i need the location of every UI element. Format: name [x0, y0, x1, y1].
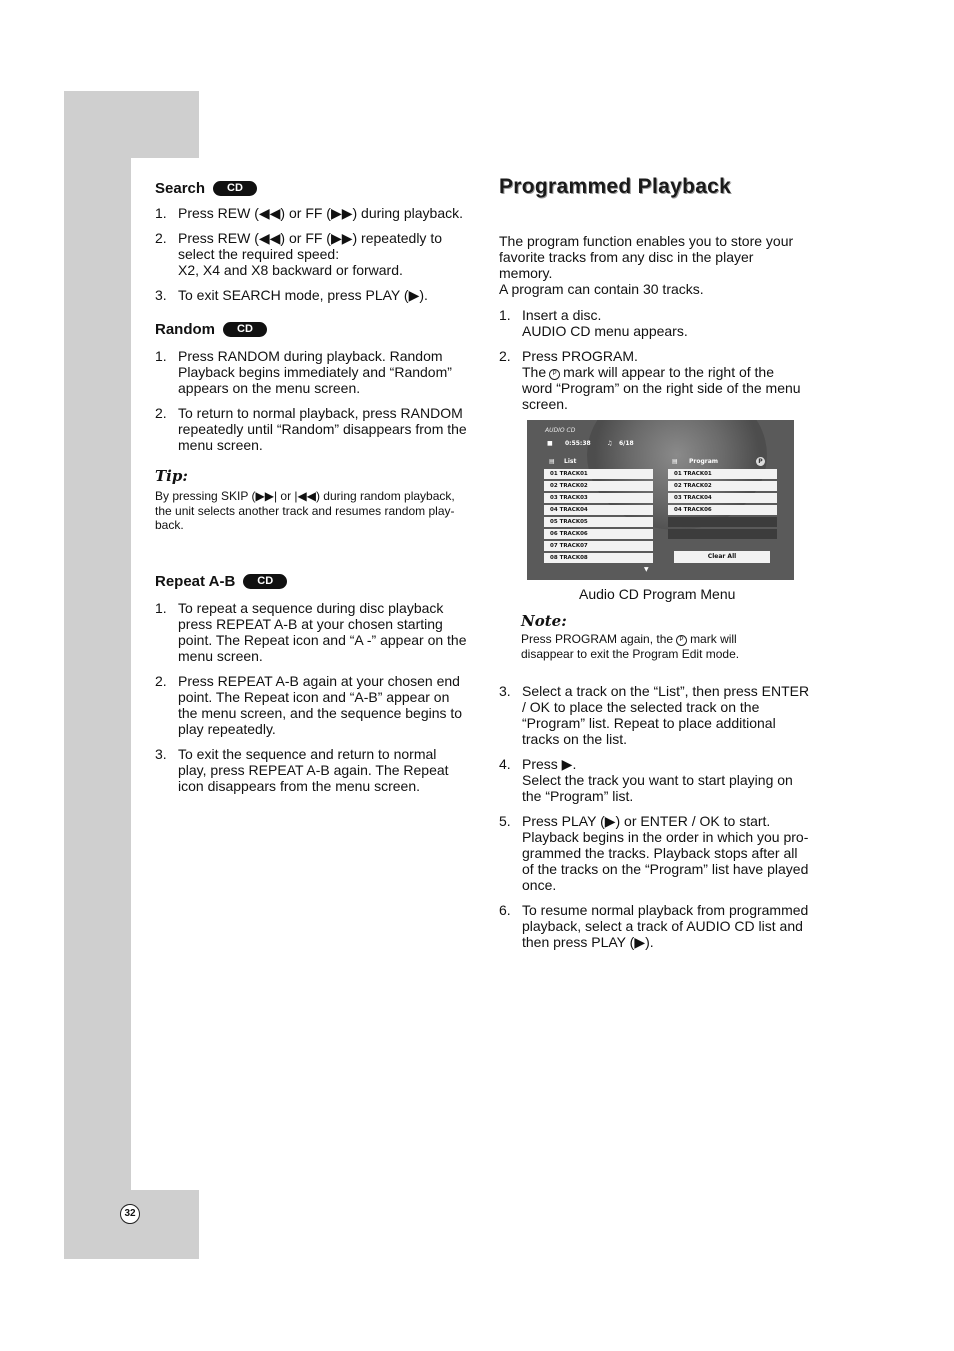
program-row[interactable]: 02 TRACK02 — [668, 481, 777, 491]
intro-text: The program function enables you to store your favorite tracks from any disc in the player memory. A program can contain 30 tracks. — [499, 233, 794, 297]
program-row[interactable]: 01 TRACK01 — [668, 469, 777, 479]
program-steps-b — [499, 683, 824, 950]
list-item: 6. To resume normal playback from programmed playback, select a track of AUDIO CD list and then press PLAY (▶). — [499, 902, 809, 950]
list-item: 2. To return to normal playback, press RANDOM repeatedly until “Random” disappears from the menu screen. — [155, 405, 467, 453]
list-icon: ▤ — [549, 458, 555, 465]
stop-icon: ■ — [547, 440, 553, 447]
list-row[interactable]: 06 TRACK06 — [544, 529, 653, 539]
scroll-down-icon[interactable]: ▼ — [644, 566, 649, 573]
cd-badge: CD — [213, 181, 257, 196]
track-count: 6/18 — [619, 440, 634, 447]
program-empty-slot — [668, 529, 777, 539]
image-caption: Audio CD Program Menu — [579, 586, 736, 602]
list-item: 5. Press PLAY (▶) or ENTER / OK to start. Playback begins in the order in which you pro- grammed the tracks. Playback stops after all of the tracks on the “Program” list have played once. — [499, 813, 809, 893]
right-column — [499, 175, 824, 421]
program-row[interactable]: 04 TRACK06 — [668, 505, 777, 515]
right-column-lower — [499, 683, 824, 959]
tip-text: By pressing SKIP (▶▶| or |◀◀) during random playback, the unit selects another track and resumes random play- back. — [155, 489, 455, 532]
music-note-icon: ♫ — [607, 440, 613, 447]
list-item: 1. Press REW (◀◀) or FF (▶▶) during playback. — [155, 205, 464, 221]
note-block — [521, 612, 821, 661]
margin-tab-bottom — [64, 1190, 199, 1259]
list-row[interactable]: 01 TRACK01 — [544, 469, 653, 479]
clear-all-button[interactable]: Clear All — [674, 551, 770, 563]
note-title: Note: — [521, 612, 567, 630]
list-item: 1. To repeat a sequence during disc playback press REPEAT A-B at your chosen starting point. The Repeat icon and “A -” appear on the menu screen. — [155, 599, 467, 664]
list-item: 3. To exit the sequence and return to normal play, press REPEAT A-B again. The Repeat icon disappears from the menu screen. — [155, 745, 449, 794]
program-icon: ▤ — [672, 458, 678, 465]
program-mark-icon: P — [549, 369, 560, 380]
list-label: List — [564, 458, 577, 465]
elapsed-time: 0:55:38 — [565, 440, 591, 447]
repeat-steps — [155, 600, 480, 794]
margin-tab-top — [64, 91, 199, 158]
program-empty-slot — [668, 517, 777, 527]
program-row[interactable]: 03 TRACK04 — [668, 493, 777, 503]
cd-badge: CD — [223, 322, 267, 337]
list-item: 2. Press REPEAT A-B again at your chosen end point. The Repeat icon and “A-B” appear on the menu screen, and the sequence begins to play repeatedly. — [155, 672, 463, 737]
list-row[interactable]: 04 TRACK04 — [544, 505, 653, 515]
list-row[interactable]: 03 TRACK03 — [544, 493, 653, 503]
program-mark-icon: P — [756, 457, 765, 466]
list-row[interactable]: 07 TRACK07 — [544, 541, 653, 551]
section-title: Programmed Playback — [499, 175, 732, 198]
random-heading — [155, 321, 480, 338]
list-item: 1. Press RANDOM during playback. Random Playback begins immediately and “Random” appears on the menu screen. — [155, 348, 452, 396]
list-row[interactable]: 05 TRACK05 — [544, 517, 653, 527]
program-label: Program — [689, 458, 719, 465]
search-steps — [155, 205, 480, 303]
list-item: 2. Press REW (◀◀) or FF (▶▶) repeatedly to select the required speed: X2, X4 and X8 backward or forward. — [155, 230, 442, 278]
list-item: 2. Press PROGRAM. The P mark will appear to the right of the word “Program” on the right side of the menu screen. — [499, 348, 801, 412]
tip-title: Tip: — [155, 467, 188, 485]
repeat-heading — [155, 573, 480, 590]
list-item: 3. To exit SEARCH mode, press PLAY (▶). — [155, 287, 428, 303]
repeat-title: Repeat A-B — [155, 572, 236, 590]
list-item: 3. Select a track on the “List”, then press ENTER / OK to place the selected track on the “Program” list. Repeat to place additional tracks on the list. — [499, 683, 810, 747]
list-item: 1. Insert a disc. AUDIO CD menu appears. — [499, 307, 688, 339]
program-steps-a — [499, 307, 824, 412]
cd-badge: CD — [243, 574, 287, 589]
list-row[interactable]: 02 TRACK02 — [544, 481, 653, 491]
random-steps — [155, 348, 480, 453]
page-number: 32 — [120, 1204, 140, 1224]
screen-header: AUDIO CD — [545, 427, 576, 434]
note-text: Press PROGRAM again, the P mark will disappear to exit the Program Edit mode. — [521, 632, 740, 661]
margin-bar — [64, 158, 131, 1190]
left-column — [155, 180, 480, 803]
search-title: Search — [155, 180, 206, 197]
search-heading — [155, 180, 480, 197]
random-title: Random — [155, 321, 215, 338]
audio-cd-menu-screenshot — [527, 420, 794, 580]
program-mark-icon: P — [676, 635, 687, 646]
list-row[interactable]: 08 TRACK08 — [544, 553, 653, 563]
list-item: 4. Press ▶. Select the track you want to start playing on the “Program” list. — [499, 756, 793, 804]
